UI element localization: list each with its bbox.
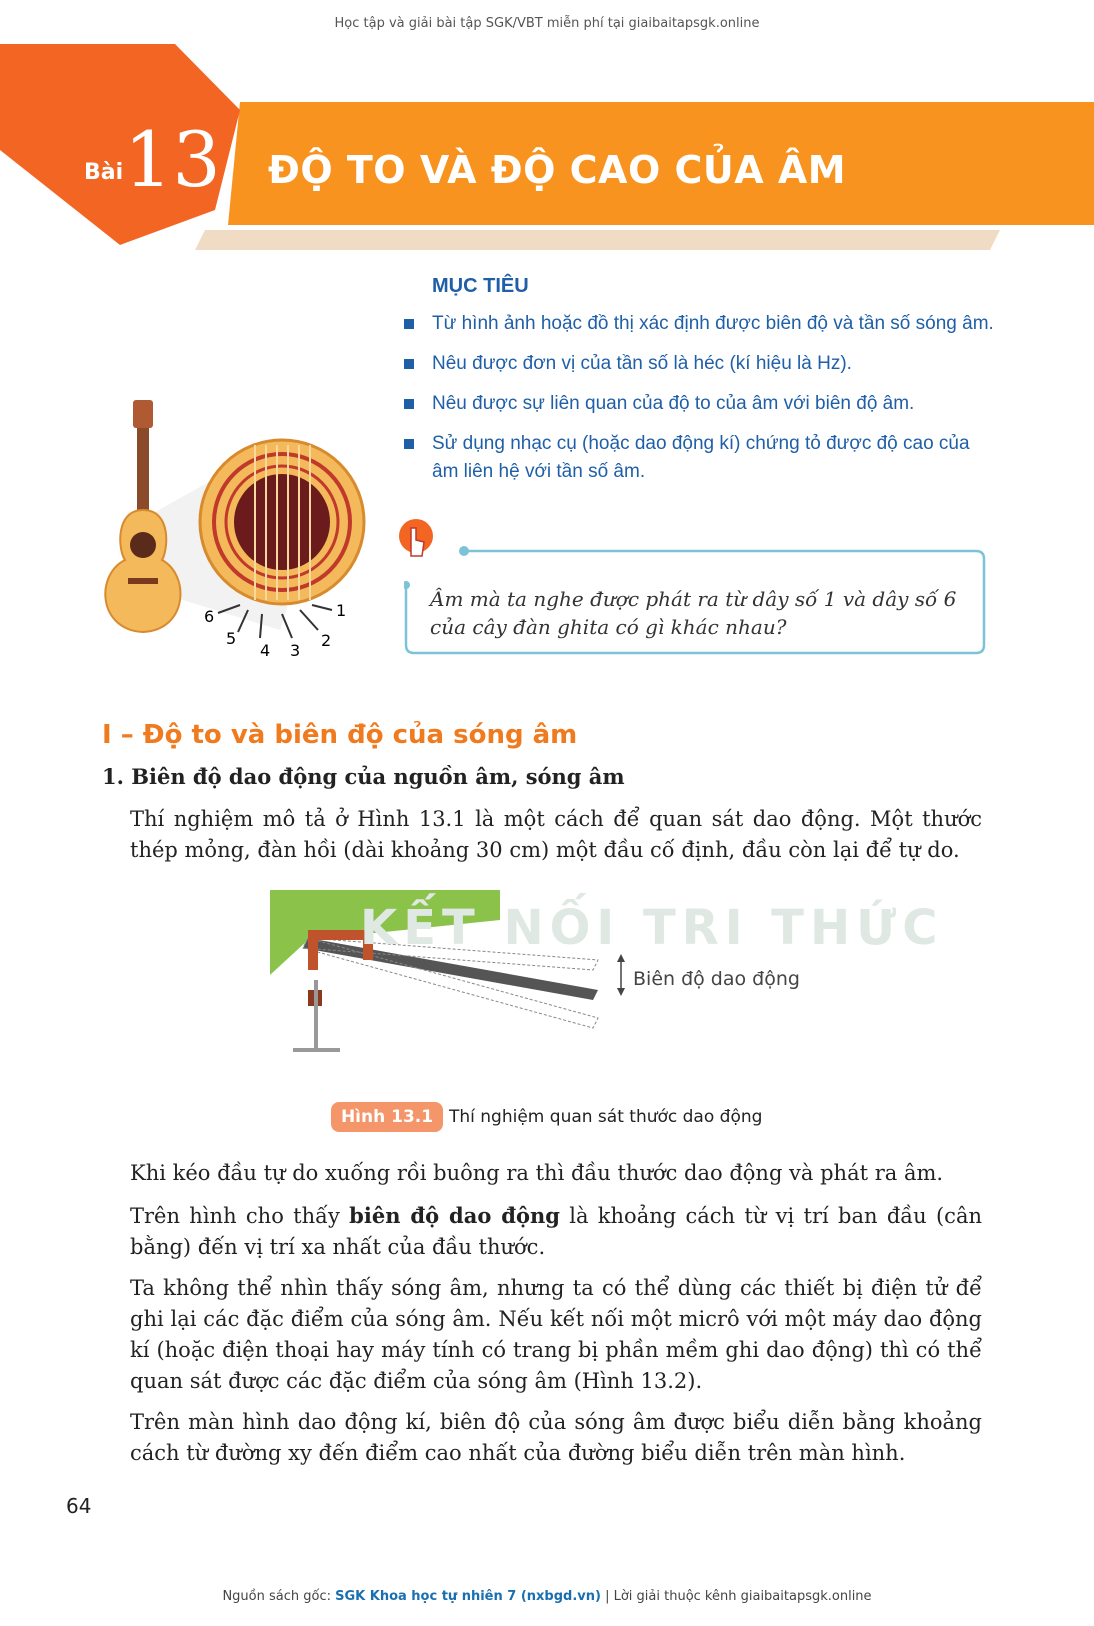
header-note: Học tập và giải bài tập SGK/VBT miễn phí tại giaibaitapsgk.online [334,16,760,31]
objective-item: Từ hình ảnh hoặc đồ thị xác định được biên độ và tần số sóng âm. [400,310,1000,338]
amplitude-label: Biên độ dao động [633,968,800,990]
lesson-label: Bài [84,160,124,185]
objectives-title: MỤC TIÊU [432,275,529,297]
string-number: 4 [260,641,271,660]
string-number: 1 [336,601,347,620]
string-number: 6 [204,607,215,626]
source-link[interactable]: SGK Khoa học tự nhiên 7 (nxbgd.vn) [335,1589,601,1604]
string-number: 5 [226,629,237,648]
string-number: 2 [321,631,332,650]
figure-caption: Thí nghiệm quan sát thước dao động [449,1107,763,1127]
paragraph-oscilloscope: Ta không thể nhìn thấy sóng âm, nhưng ta có thể dùng các thiết bị điện tử để ghi lại các đặc điểm của sóng âm. Nếu kết nối một micrô với một máy dao động kí (hoặc điện thoại hay máy tính có trang bị phần mềm ghi dao động) thì có thể quan sát được các đặc điểm của sóng âm (Hình 13.2). [130,1276,982,1393]
footer-note: Nguồn sách gốc: SGK Khoa học tự nhiên 7 (nxbgd.vn) | Lời giải thuộc kênh giaibaitapsgk.online [222,1589,872,1604]
bullet-icon [404,439,414,449]
bullet-icon [404,359,414,369]
watermark: KẾT NỐI TRI THỨC [360,900,944,956]
paragraph-intro: Thí nghiệm mô tả ở Hình 13.1 là một cách để quan sát dao động. Một thước thép mỏng, đàn hồi (dài khoảng 30 cm) một đầu cố định, đầu còn lại để tự do. [130,807,982,862]
lesson-title: ĐỘ TO VÀ ĐỘ CAO CỦA ÂM [268,148,847,192]
string-number: 3 [290,641,301,660]
subsection-title: 1. Biên độ dao động của nguồn âm, sóng âm [102,764,625,789]
bullet-icon [404,399,414,409]
opening-question: Âm mà ta nghe được phát ra từ dây số 1 và dây số 6 của cây đàn ghita có gì khác nhau? [430,587,957,639]
objectives-list [400,310,1000,498]
objective-item: Nêu được đơn vị của tần số là héc (kí hiệu là Hz). [400,350,1000,378]
page-number: 64 [66,1494,92,1518]
figure-label: Hình 13.1 [331,1102,443,1132]
paragraph-amplitude-definition: Trên hình cho thấy biên độ dao động là khoảng cách từ vị trí ban đầu (cân bằng) đến vị trí xa nhất của đầu thước. [130,1203,982,1259]
guitar-illustration [90,400,380,690]
paragraph-release: Khi kéo đầu tự do xuống rồi buông ra thì đầu thước dao động và phát ra âm. [130,1161,944,1185]
objective-item: Sử dụng nhạc cụ (hoặc dao động kí) chứng tỏ được độ cao của âm liên hệ với tần số âm. [400,430,1000,486]
section-title: I – Độ to và biên độ của sóng âm [102,720,578,750]
bullet-icon [404,319,414,329]
objective-item: Nêu được sự liên quan của độ to của âm với biên độ âm. [400,390,1000,418]
lesson-number: 13 [124,115,221,204]
paragraph-screen-amplitude: Trên màn hình dao động kí, biên độ của sóng âm được biểu diễn bằng khoảng cách từ đường xy đến điểm cao nhất của đường biểu diễn trên màn hình. [130,1410,982,1465]
bold-term: biên độ dao động [349,1203,560,1228]
